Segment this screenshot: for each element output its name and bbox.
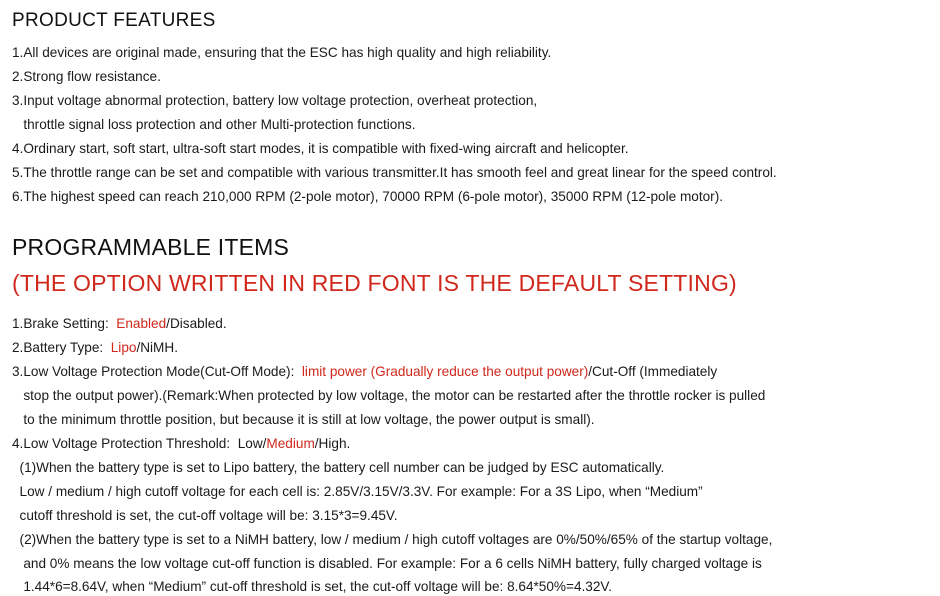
low-voltage-mode-options: /Cut-Off (Immediately	[588, 364, 718, 379]
default-setting-note: (THE OPTION WRITTEN IN RED FONT IS THE DEFAULT SETTING)	[12, 270, 737, 296]
feature-item: 2.Strong flow resistance.	[12, 69, 161, 84]
threshold-detail: (2)When the battery type is set to a NiMH battery, low / medium / high cutoff voltages are 0%/50%/65% of the startup voltage,	[12, 532, 773, 547]
battery-type-default: Lipo	[110, 340, 137, 355]
low-voltage-mode-remark: stop the output power).(Remark:When protected by low voltage, the motor can be restarted after the throttle rocker is pulled	[12, 388, 766, 403]
brake-setting	[12, 315, 227, 333]
threshold-detail: and 0% means the low voltage cut-off function is disabled. For example: For a 6 cells NiMH battery, fully charged voltage is	[12, 556, 762, 571]
battery-type-label: 2.Battery Type:	[12, 340, 111, 355]
low-voltage-threshold	[12, 435, 350, 453]
feature-item: 5.The throttle range can be set and compatible with various transmitter.It has smooth feel and great linear for the speed control.	[12, 165, 777, 180]
threshold-detail: (1)When the battery type is set to Lipo battery, the battery cell number can be judged by ESC automatically.	[12, 460, 665, 475]
threshold-detail: Low / medium / high cutoff voltage for each cell is: 2.85V/3.15V/3.3V. For example: For a 3S Lipo, when “Medium”	[12, 484, 703, 499]
low-voltage-threshold-options: /High.	[314, 436, 351, 451]
threshold-detail: cutoff threshold is set, the cut-off voltage will be: 3.15*3=9.45V.	[12, 508, 398, 523]
brake-setting-default: Enabled	[116, 316, 167, 331]
programmable-heading: PROGRAMMABLE ITEMS	[12, 234, 290, 260]
low-voltage-mode	[12, 363, 717, 381]
battery-type-options: /NiMH.	[136, 340, 178, 355]
feature-item: 1.All devices are original made, ensuring that the ESC has high quality and high reliability.	[12, 45, 552, 60]
brake-setting-options: /Disabled.	[166, 316, 227, 331]
low-voltage-mode-remark: to the minimum throttle position, but because it is still at low voltage, the power output is small).	[12, 412, 595, 427]
low-voltage-threshold-label: 4.Low Voltage Protection Threshold: Low/	[12, 436, 267, 451]
low-voltage-mode-label: 3.Low Voltage Protection Mode(Cut-Off Mode):	[12, 364, 302, 379]
low-voltage-mode-default: limit power (Gradually reduce the output power)	[301, 364, 589, 379]
feature-item: 3.Input voltage abnormal protection, battery low voltage protection, overheat protection,	[12, 93, 538, 108]
low-voltage-threshold-default: Medium	[266, 436, 315, 451]
feature-item: 6.The highest speed can reach 210,000 RPM (2-pole motor), 70000 RPM (6-pole motor), 35000 RPM (12-pole motor).	[12, 189, 724, 204]
threshold-detail: 1.44*6=8.64V, when “Medium” cut-off threshold is set, the cut-off voltage will be: 8.64*50%=4.32V.	[12, 579, 613, 594]
features-heading: PRODUCT FEATURES	[12, 10, 216, 31]
brake-setting-label: 1.Brake Setting:	[12, 316, 117, 331]
feature-item: 4.Ordinary start, soft start, ultra-soft start modes, it is compatible with fixed-wing aircraft and helicopter.	[12, 141, 629, 156]
battery-type	[12, 339, 178, 357]
feature-item: throttle signal loss protection and other Multi-protection functions.	[12, 117, 416, 132]
